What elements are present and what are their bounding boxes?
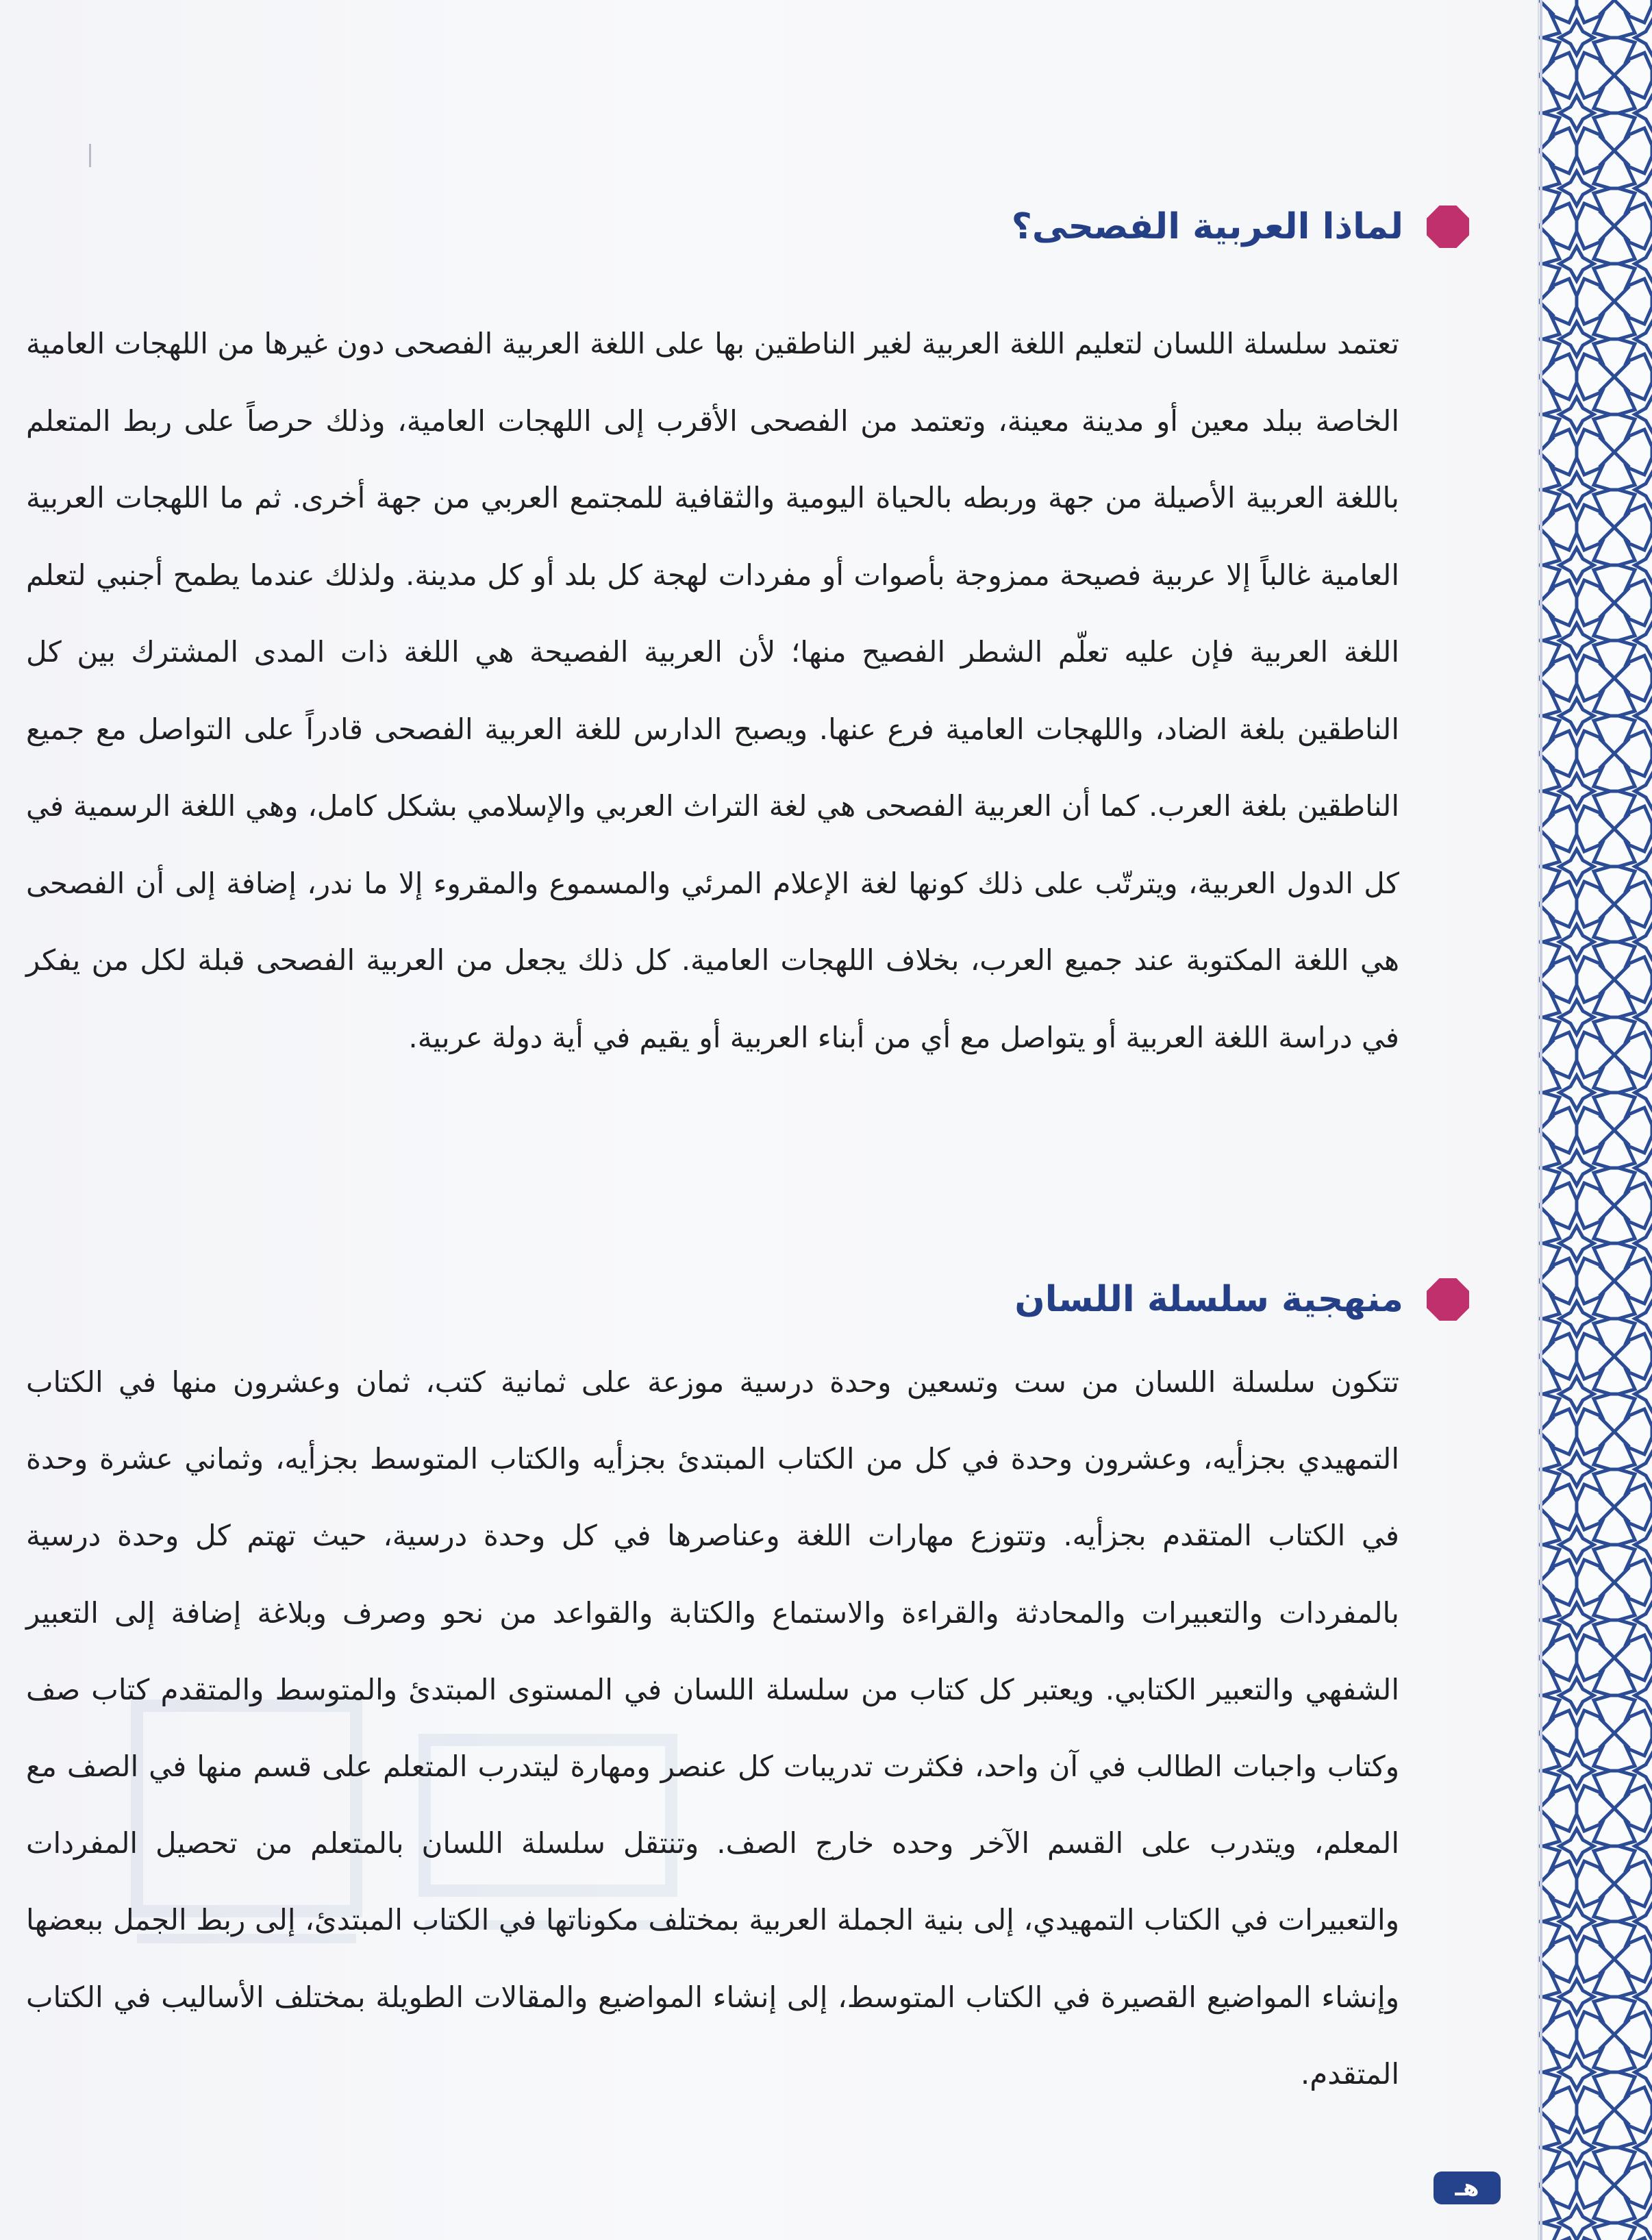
heading-text: لماذا العربية الفصحى؟ (1011, 206, 1403, 247)
scan-mark (89, 144, 91, 167)
paragraph-why-fusha: تعتمد سلسلة اللسان لتعليم اللغة العربية لغير الناطقين بها على اللغة العربية الفصحى دون غيرها من اللهجات العامية الخاصة ببلد معين أو مدينة معينة، وتعتمد من الفصحى الأقرب إلى اللهجات العامية، وذلك حرصاً على ربط المتعلم باللغة العربية الأصيلة من جهة وربطه بالحياة اليومية والثقافية للمجتمع العربي من جهة أخرى. ثم ما اللهجات العربية العامية غالباً إلا عربية فصيحة ممزوجة بأصوات أو مفردات لهجة كل بلد أو كل مدينة. ولذلك عندما يطمح أجنبي لتعلم اللغة العربية فإن عليه تعلّم الشطر الفصيح منها؛ لأن العربية الفصيحة هي اللغة ذات المدى المشترك بين كل الناطقين بلغة الضاد، واللهجات العامية فرع عنها. ويصبح الدارس للغة العربية الفصحى قادراً على التواصل مع جميع الناطقين بلغة العرب. كما أن العربية الفصحى هي لغة التراث العربي والإسلامي بشكل كامل، وهي اللغة الرسمية في كل الدول العربية، ويترتّب على ذلك كونها لغة الإعلام المرئي والمسموع والمقروء إلا ما ندر، إضافة إلى أن الفصحى هي اللغة المكتوبة عند جميع العرب، بخلاف اللهجات العامية. كل ذلك يجعل من العربية الفصحى قبلة لكل من يفكر في دراسة اللغة العربية أو يتواصل مع أي من أبناء العربية أو يقيم في أية دولة عربية. (26, 327, 1399, 1054)
section-heading-methodology (1014, 1278, 1469, 1321)
page-number-badge: هـ (1434, 2171, 1501, 2204)
octagon-bullet-icon (1427, 206, 1469, 248)
section-heading-why-fusha (1012, 206, 1469, 248)
islamic-geometric-border (1538, 0, 1652, 2240)
heading-text: منهجية سلسلة اللسان (1014, 1279, 1403, 1320)
octagon-bullet-icon (1427, 1278, 1469, 1321)
paragraph-methodology: تتكون سلسلة اللسان من ست وتسعين وحدة درسية موزعة على ثمانية كتب، ثمان وعشرون منها في الكتاب التمهيدي بجزأيه، وعشرون وحدة في كل من الكتاب المبتدئ بجزأيه والكتاب المتوسط بجزأيه، وثماني عشرة وحدة في الكتاب المتقدم بجزأيه. وتتوزع مهارات اللغة وعناصرها في كل وحدة درسية، حيث تهتم كل وحدة درسية بالمفردات والتعبيرات والمحادثة والقراءة والاستماع والكتابة والقواعد من نحو وصرف وبلاغة إضافة إلى التعبير الشفهي والتعبير الكتابي. ويعتبر كل كتاب من سلسلة اللسان في المستوى المبتدئ والمتوسط والمتقدم كتاب صف وكتاب واجبات الطالب في آن واحد، فكثرت تدريبات كل عنصر ومهارة ليتدرب المتعلم على قسم منها في الصف مع المعلم، ويتدرب على القسم الآخر وحده خارج الصف. وتنتقل سلسلة اللسان بالمتعلم من تحصيل المفردات والتعبيرات في الكتاب التمهيدي، إلى بنية الجملة العربية بمختلف مكوناتها في الكتاب المبتدئ، إلى ربط الجمل ببعضها وإنشاء المواضيع القصيرة في الكتاب المتوسط، إلى إنشاء المواضيع والمقالات الطويلة بمختلف الأساليب في الكتاب المتقدم. (26, 1365, 1399, 2091)
